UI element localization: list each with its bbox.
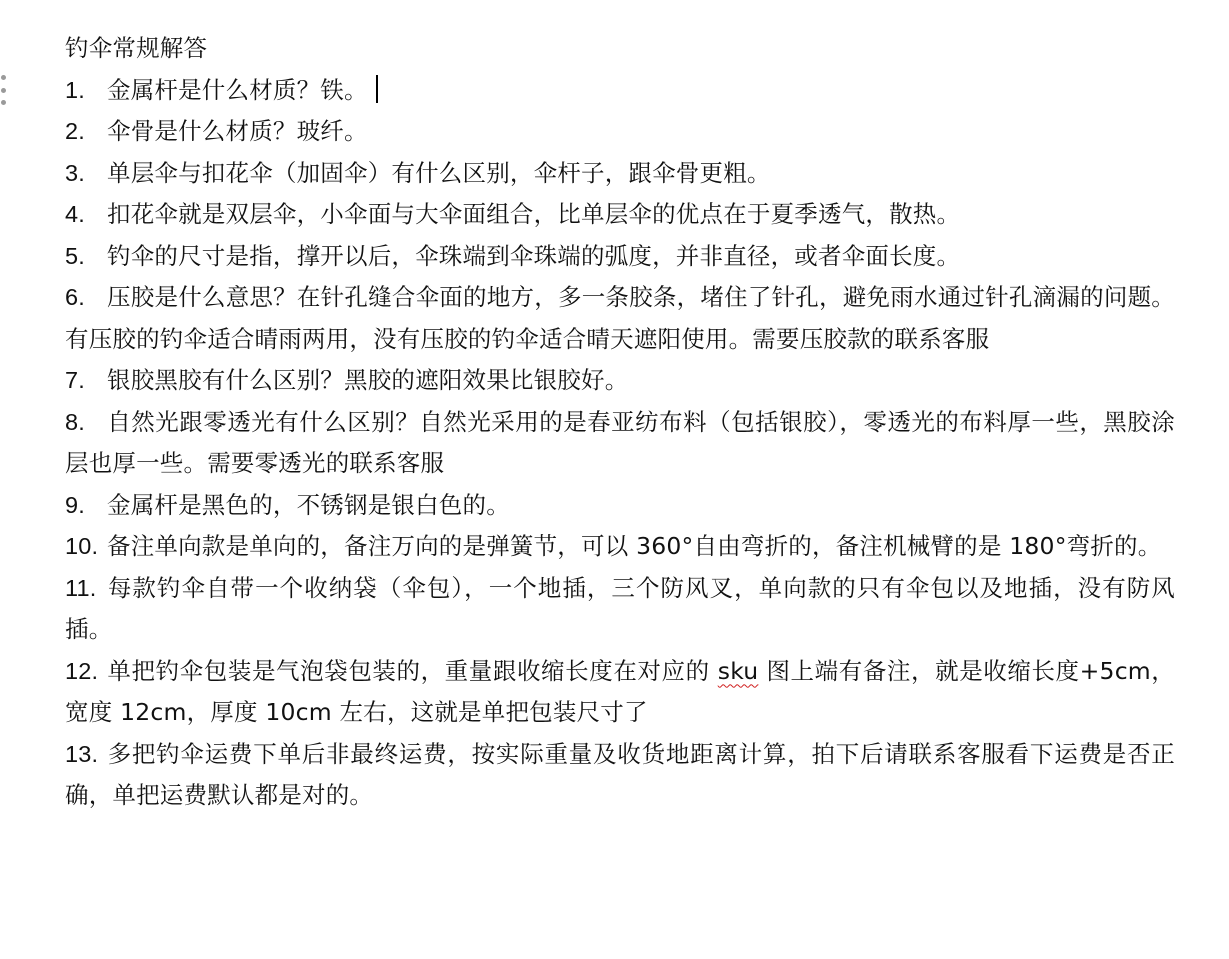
item-number: 6. (65, 284, 85, 310)
list-item (65, 360, 1175, 402)
item-text: 自然光跟零透光有什么区别？自然光采用的是春亚纺布料（包括银胶），零透光的布料厚一些，黑胶涂层也厚一些。需要零透光的联系客服 (65, 407, 1175, 477)
spellcheck-flagged-word[interactable]: sku (717, 656, 759, 685)
item-number: 3. (65, 159, 85, 186)
list-item (65, 194, 1175, 236)
list-item (65, 277, 1175, 360)
list-item (65, 70, 1175, 112)
list-item (65, 651, 1175, 734)
list-item (65, 485, 1175, 527)
list-item (65, 568, 1175, 651)
item-text: 单层伞与扣花伞（加固伞）有什么区别，伞杆子，跟伞骨更粗。 (107, 158, 771, 187)
qa-list (65, 70, 1175, 817)
item-number: 5. (65, 242, 85, 269)
document-body[interactable] (65, 28, 1175, 817)
item-number: 13. (65, 740, 99, 767)
drag-dot (1, 75, 6, 80)
item-number: 1. (65, 76, 85, 103)
item-number: 7. (65, 367, 85, 393)
item-text: 多把钓伞运费下单后非最终运费，按实际重量及收货地距离计算，拍下后请联系客服看下运费是否正确，单把运费默认都是对的。 (65, 739, 1175, 809)
list-item (65, 153, 1175, 195)
drag-dot (1, 100, 6, 105)
list-item (65, 526, 1175, 568)
list-item (65, 236, 1175, 278)
item-number: 9. (65, 491, 85, 518)
item-text: 金属杆是黑色的，不锈钢是银白色的。 (107, 490, 510, 519)
document-title: 钓伞常规解答 (65, 34, 208, 62)
drag-dot (1, 88, 6, 93)
item-text-after: 图上端有备注，就是收缩长度+5cm，宽度 12cm，厚度 10cm 左右，这就是单把包装尺寸了 (65, 656, 1175, 726)
item-text: 备注单向款是单向的，备注万向的是弹簧节，可以 360°自由弯折的，备注机械臂的是 180°弯折的。 (107, 532, 1162, 560)
item-number: 8. (65, 408, 85, 435)
item-number: 4. (65, 201, 85, 227)
item-number: 10. (65, 533, 99, 559)
item-text: 伞骨是什么材质？玻纤。 (107, 117, 368, 145)
list-item (65, 402, 1175, 485)
item-number: 11. (65, 574, 97, 601)
list-item (65, 111, 1175, 153)
item-text: 钓伞的尺寸是指，撑开以后，伞珠端到伞珠端的弧度，并非直径，或者伞面长度。 (107, 241, 961, 270)
item-text: 每款钓伞自带一个收纳袋（伞包），一个地插，三个防风叉，单向款的只有伞包以及地插，没有防风插。 (65, 573, 1175, 643)
item-text: 银胶黑胶有什么区别？黑胶的遮阳效果比银胶好。 (107, 366, 629, 394)
item-text-before: 单把钓伞包装是气泡袋包装的，重量跟收缩长度在对应的 (107, 656, 718, 685)
paragraph-drag-handle[interactable] (0, 75, 6, 105)
item-text: 压胶是什么意思？在针孔缝合伞面的地方，多一条胶条，堵住了针孔，避免雨水通过针孔滴漏的问题。有压胶的钓伞适合晴雨两用，没有压胶的钓伞适合晴天遮阳使用。需要压胶款的联系客服 (65, 283, 1175, 353)
item-text: 金属杆是什么材质？铁。 (107, 75, 368, 104)
item-text: 扣花伞就是双层伞，小伞面与大伞面组合，比单层伞的优点在于夏季透气，散热。 (107, 200, 961, 228)
text-cursor (376, 75, 378, 103)
item-number: 12. (65, 657, 99, 684)
list-item (65, 734, 1175, 817)
item-number: 2. (65, 118, 85, 144)
